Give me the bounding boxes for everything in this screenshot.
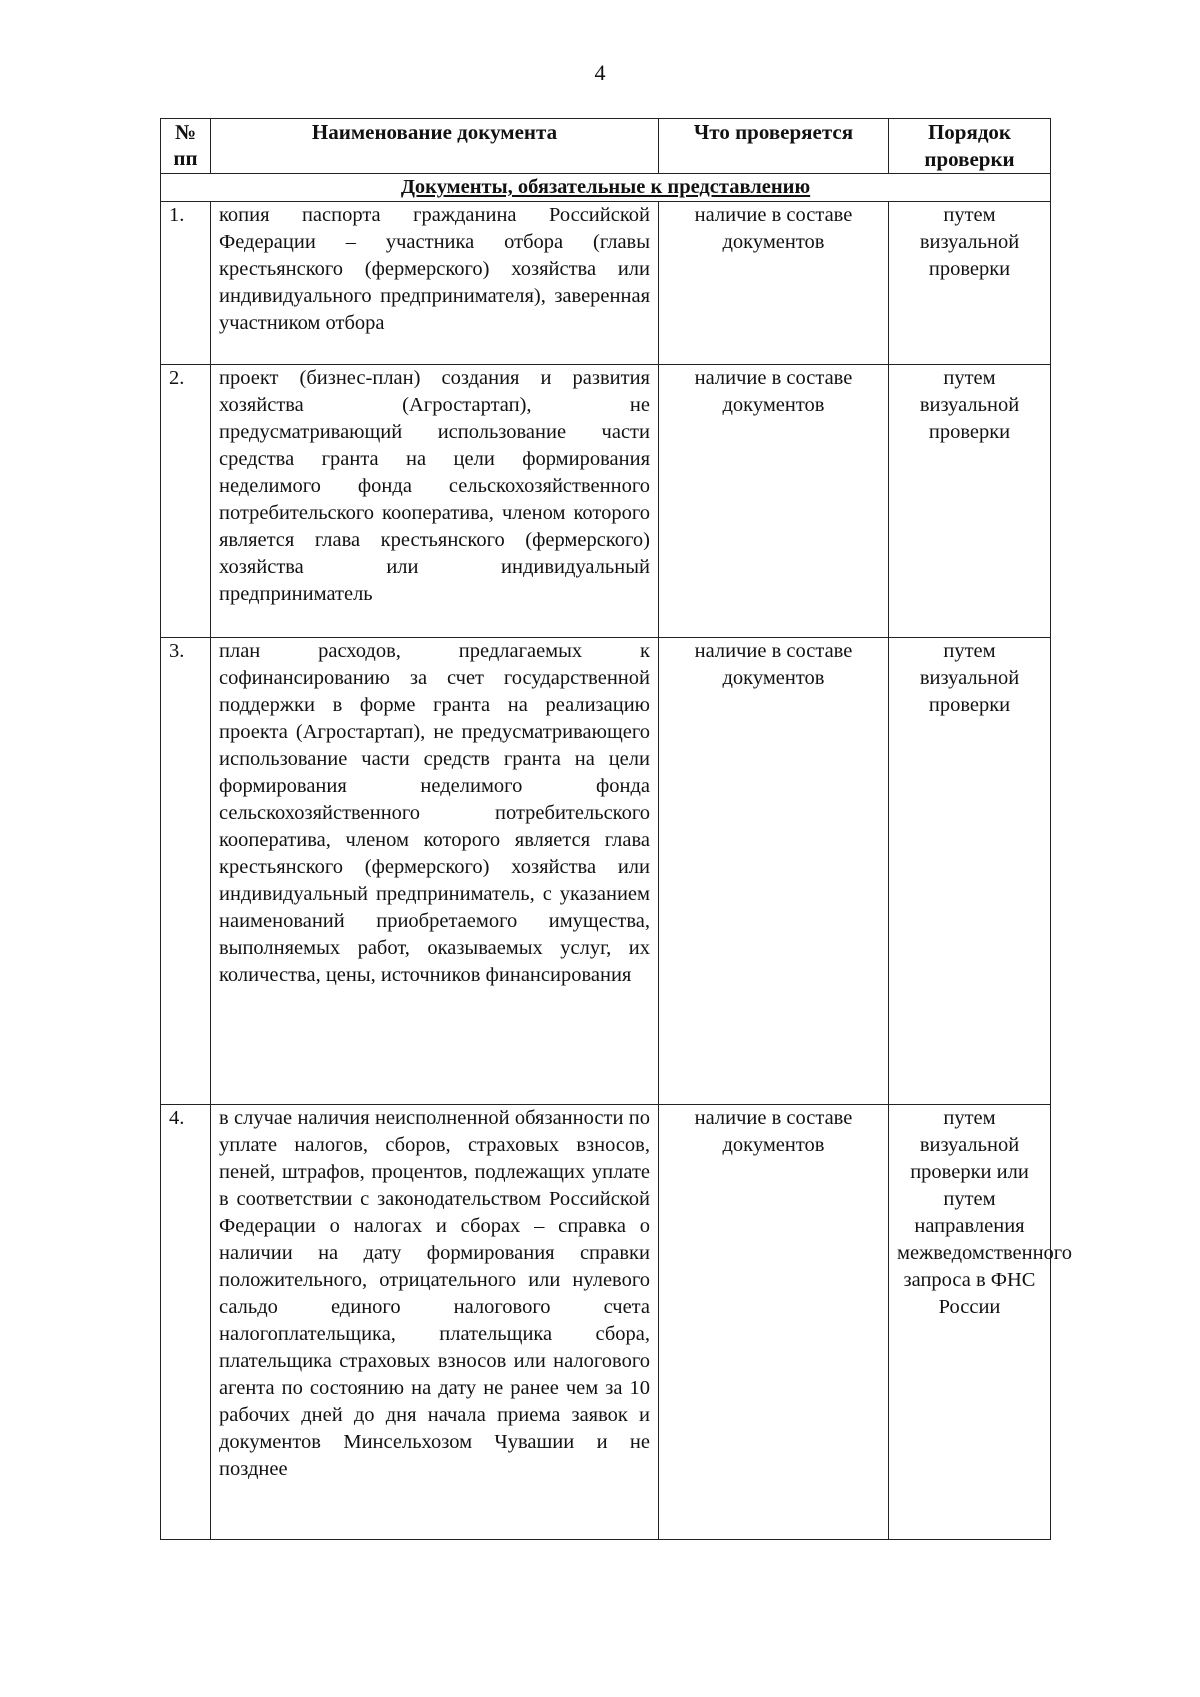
section-row <box>161 174 1051 202</box>
table-header-row <box>161 119 1051 174</box>
document-name: проект (бизнес-план) создания и развития хозяйства (Агростартап), не предусматривающий использование части средства гранта на цели формирования неделимого фонда сельскохозяйственного потребительского кооператива, членом которого является глава крестьянского (фермерского) хозяйства или индивидуальный предприниматель <box>211 365 659 638</box>
section-title: Документы, обязательные к представлению <box>161 174 1051 202</box>
document-name: в случае наличия неисполненной обязанности по уплате налогов, сборов, страховых взносов, пеней, штрафов, процентов, подлежащих уплате в соответствии с законодательством Российской Федерации о налогах и сборах – справка о наличии на дату формирования справки положительного, отрицательного или нулевого сальдо единого налогового счета налогоплательщика, плательщика сбора, плательщика страховых взносов или налогового агента по состоянию на дату не ранее чем за 10 рабочих дней до дня начала приема заявок и документов Минсельхозом Чувашии и не позднее <box>211 1105 659 1540</box>
row-number: 4. <box>161 1105 211 1540</box>
table-row <box>161 365 1051 638</box>
check-procedure: путем визуальной проверки <box>889 365 1051 638</box>
table-row <box>161 1105 1051 1540</box>
header-number: № пп <box>161 119 211 174</box>
check-procedure: путем визуальной проверки <box>889 202 1051 365</box>
header-what-checked: Что проверяется <box>659 119 889 174</box>
check-procedure: путем визуальной проверки или путем направления межведомственного запроса в ФНС России <box>889 1105 1051 1540</box>
row-number: 3. <box>161 638 211 1105</box>
document-name: копия паспорта гражданина Российской Федерации – участника отбора (главы крестьянского (фермерского) хозяйства или индивидуального предпринимателя), заверенная участником отбора <box>211 202 659 365</box>
check-procedure: путем визуальной проверки <box>889 638 1051 1105</box>
documents-table <box>160 118 1072 1540</box>
header-check-procedure: Порядок проверки <box>889 119 1051 174</box>
table-row <box>161 202 1051 365</box>
page-number: 4 <box>594 60 606 85</box>
row-number: 2. <box>161 365 211 638</box>
table-row <box>161 638 1051 1105</box>
what-checked: наличие в составе документов <box>659 1105 889 1540</box>
what-checked: наличие в составе документов <box>659 365 889 638</box>
what-checked: наличие в составе документов <box>659 638 889 1105</box>
row-number: 1. <box>161 202 211 365</box>
what-checked: наличие в составе документов <box>659 202 889 365</box>
document-name: план расходов, предлагаемых к софинансированию за счет государственной поддержки в форме гранта на реализацию проекта (Агростартап), не предусматривающего использование части средств гранта на цели формирования неделимого фонда сельскохозяйственного потребительского кооператива, членом которого является глава крестьянского (фермерского) хозяйства или индивидуальный предприниматель, с указанием наименований приобретаемого имущества, выполняемых работ, оказываемых услуг, их количества, цены, источников финансирования <box>211 638 659 1105</box>
header-document-name: Наименование документа <box>211 119 659 174</box>
